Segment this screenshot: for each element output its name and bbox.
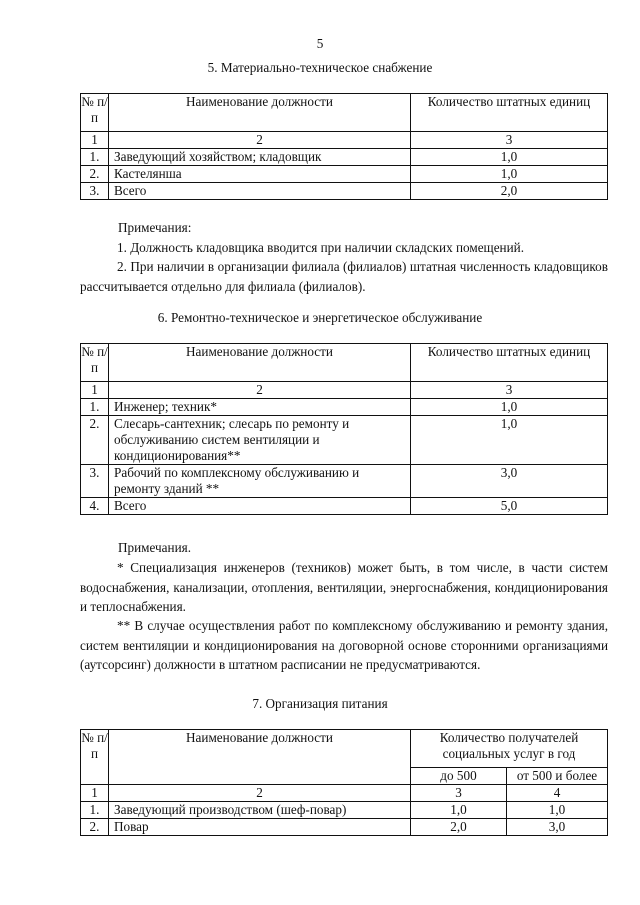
row-qty-a: 2,0 xyxy=(411,819,507,836)
index-no: 1 xyxy=(81,785,109,802)
index-no: 1 xyxy=(81,382,109,399)
row-qty: 3,0 xyxy=(411,465,608,498)
section-6-note-1: * Специализация инженеров (техников) может быть, в том числе, в части систем водоснабжения, канализации, отопления, вентиляции, энергоснабжения, кондиционирования и теплоснабжения. xyxy=(80,560,608,614)
section-5-note-2: 2. При наличии в организации филиала (филиалов) штатная численность кладовщиков рассчитывается отдельно для филиала (филиалов). xyxy=(80,259,608,294)
section-5-title: 5. Материально-техническое снабжение xyxy=(207,60,433,75)
row-name: Заведующий хозяйством; кладовщик xyxy=(109,149,411,166)
header-name: Наименование должности xyxy=(109,344,411,382)
row-qty-b: 3,0 xyxy=(507,819,608,836)
table-row xyxy=(81,166,608,183)
row-qty: 1,0 xyxy=(411,166,608,183)
row-no: 2. xyxy=(81,416,109,465)
index-qty: 3 xyxy=(411,132,608,149)
row-name: Заведующий производством (шеф-повар) xyxy=(109,802,411,819)
row-name: Рабочий по комплексному обслуживанию и ремонту зданий ** xyxy=(109,465,411,498)
row-no: 1. xyxy=(81,802,109,819)
row-no: 3. xyxy=(81,465,109,498)
row-qty: 1,0 xyxy=(411,416,608,465)
section-6-note-2: ** В случае осуществления работ по комплексному обслуживанию и ремонту здания, систем вентиляции и кондиционирования на договорной основе сторонними организациями (аутсорсинг) должности в штатном расписании не предусматриваются. xyxy=(80,618,608,672)
index-no: 1 xyxy=(81,132,109,149)
row-name: Инженер; техник* xyxy=(109,399,411,416)
row-no: 2. xyxy=(81,166,109,183)
section-6-table xyxy=(80,343,608,515)
section-5-note-1: 1. Должность кладовщика вводится при наличии складских помещений. xyxy=(117,240,525,255)
row-qty-a: 1,0 xyxy=(411,802,507,819)
table-row xyxy=(81,819,608,836)
index-name: 2 xyxy=(109,132,411,149)
row-name: Всего xyxy=(109,498,411,515)
table-header-row xyxy=(81,730,608,768)
table-header-row xyxy=(81,94,608,132)
row-qty: 1,0 xyxy=(411,399,608,416)
row-no: 1. xyxy=(81,399,109,416)
index-a: 3 xyxy=(411,785,507,802)
section-7-title: 7. Организация питания xyxy=(252,696,388,711)
row-qty-b: 1,0 xyxy=(507,802,608,819)
page-number: 5 xyxy=(316,36,324,51)
section-5-table xyxy=(80,93,608,200)
row-no: 3. xyxy=(81,183,109,200)
row-no: 4. xyxy=(81,498,109,515)
index-name: 2 xyxy=(109,785,411,802)
table-index-row xyxy=(81,132,608,149)
row-name: Слесарь-сантехник; слесарь по ремонту и обслуживанию систем вентиляции и кондиционирования** xyxy=(109,416,411,465)
table-row xyxy=(81,399,608,416)
table-row xyxy=(81,465,608,498)
header-name: Наименование должности xyxy=(109,730,411,785)
header-col-a: до 500 xyxy=(411,768,507,785)
index-qty: 3 xyxy=(411,382,608,399)
index-b: 4 xyxy=(507,785,608,802)
section-6-notes-heading: Примечания. xyxy=(118,540,192,555)
row-qty: 1,0 xyxy=(411,149,608,166)
table-row xyxy=(81,416,608,465)
header-no: № п/п xyxy=(81,344,109,382)
header-qty: Количество получателей социальных услуг в год xyxy=(411,730,608,768)
table-header-row xyxy=(81,344,608,382)
header-no: № п/п xyxy=(81,730,109,785)
table-row xyxy=(81,183,608,200)
row-no: 2. xyxy=(81,819,109,836)
section-5-notes-heading: Примечания: xyxy=(118,220,192,235)
header-no: № п/п xyxy=(81,94,109,132)
row-name: Кастелянша xyxy=(109,166,411,183)
section-6-title: 6. Ремонтно-техническое и энергетическое обслуживание xyxy=(157,310,483,325)
index-name: 2 xyxy=(109,382,411,399)
header-qty: Количество штатных единиц xyxy=(411,94,608,132)
table-row xyxy=(81,149,608,166)
row-qty: 5,0 xyxy=(411,498,608,515)
section-7-table xyxy=(80,729,608,836)
table-index-row xyxy=(81,382,608,399)
row-qty: 2,0 xyxy=(411,183,608,200)
row-name: Повар xyxy=(109,819,411,836)
header-col-b: от 500 и более xyxy=(507,768,608,785)
table-row xyxy=(81,802,608,819)
header-qty: Количество штатных единиц xyxy=(411,344,608,382)
row-name: Всего xyxy=(109,183,411,200)
table-row xyxy=(81,498,608,515)
row-no: 1. xyxy=(81,149,109,166)
table-index-row xyxy=(81,785,608,802)
header-name: Наименование должности xyxy=(109,94,411,132)
